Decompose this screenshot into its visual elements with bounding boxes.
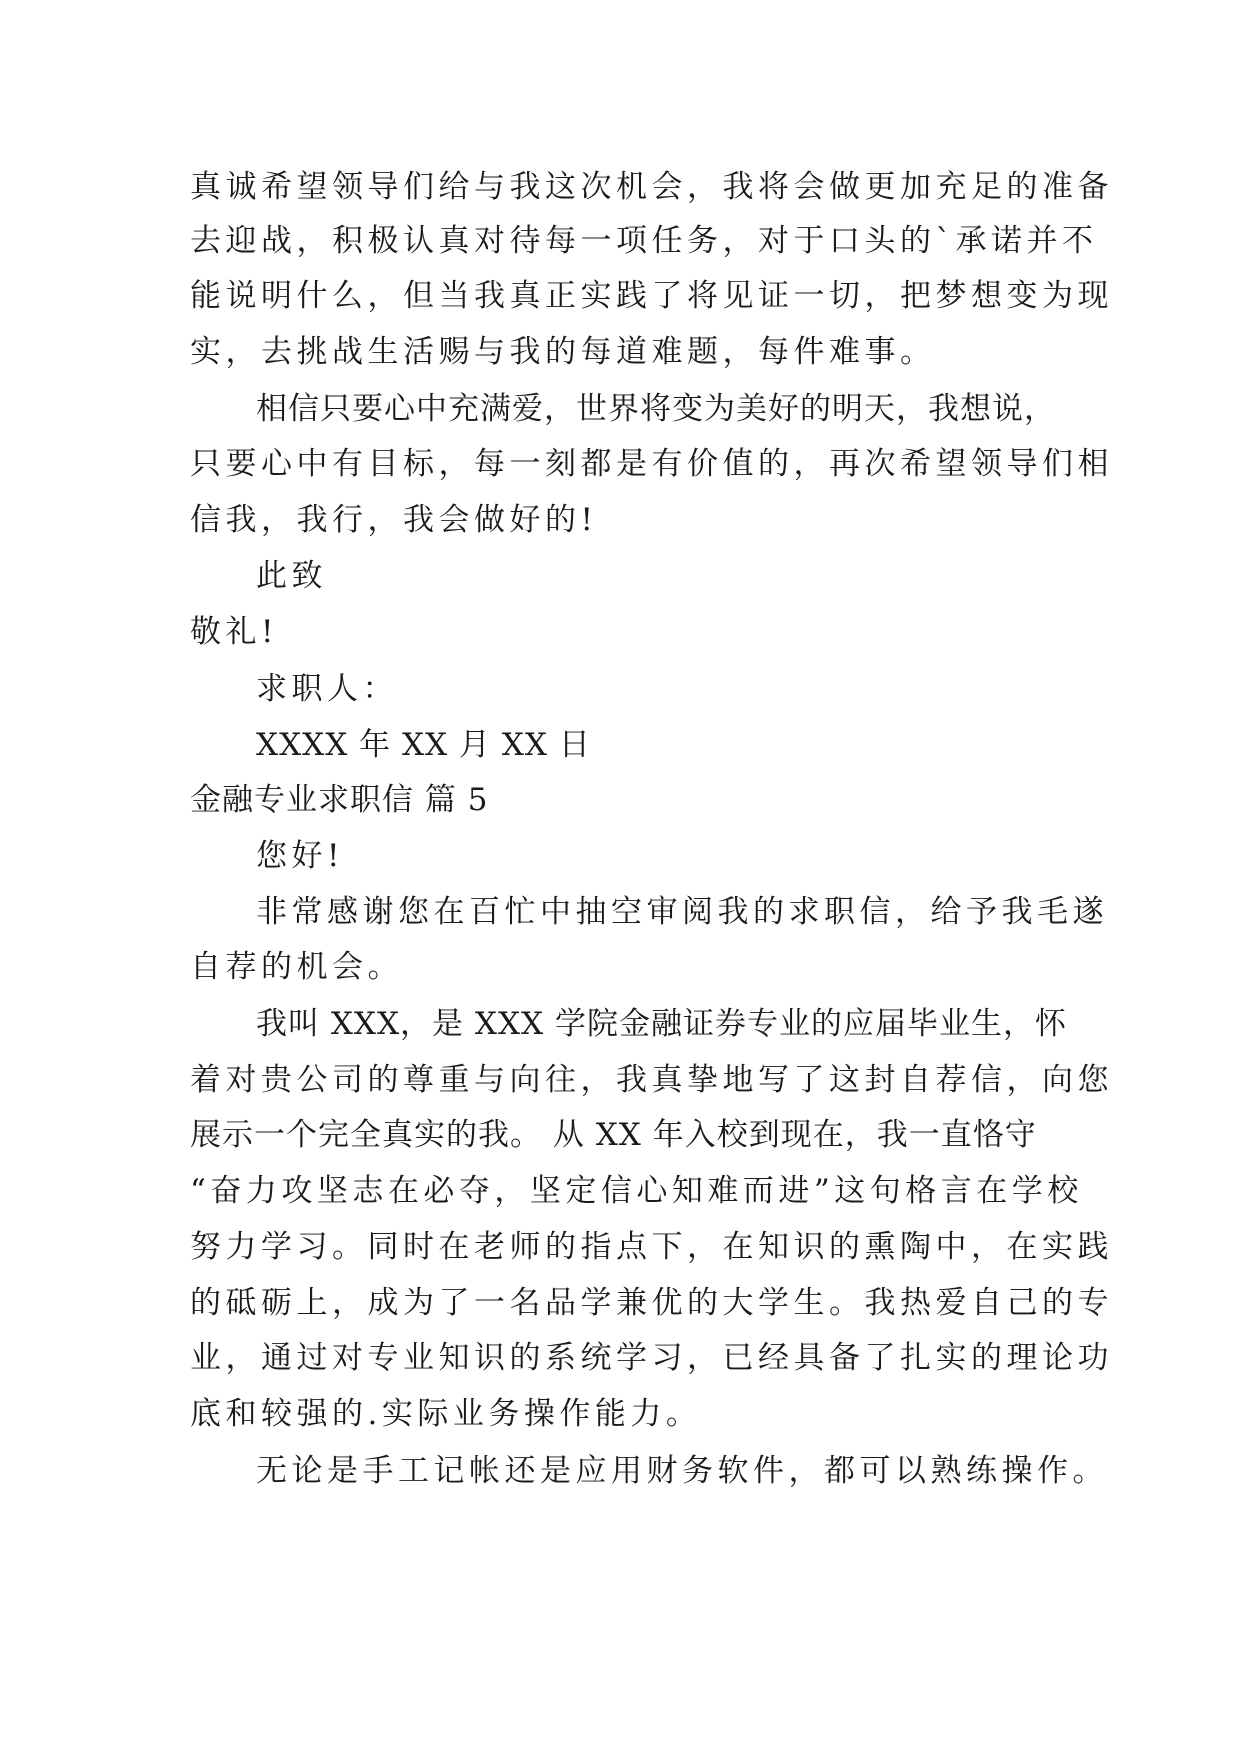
text-line: “奋力攻坚志在必夺，坚定信心知难而进”这句格言在学校 [190,1173,1083,1209]
text-line: 相信只要心中充满爱，世界将变为美好的明天，我想说， [256,391,1056,427]
greeting-line: 您好! [256,838,344,874]
text-line: 底和较强的.实际业务操作能力。 [190,1396,702,1432]
text-line: 去迎战，积极认真对待每一项任务，对于口头的`承诺并不 [190,223,1098,259]
text-line: 真诚希望领导们给与我这次机会，我将会做更加充足的准备 [190,169,1113,205]
signature-label: 求职人： [256,671,398,707]
text-line: 实，去挑战生活赐与我的每道难题，每件难事。 [190,334,936,370]
closing-line: 此致 [256,558,327,594]
section-heading: 金融专业求职信 篇 5 [190,782,489,818]
text-line: 自荐的机会。 [190,949,403,985]
text-line: 着对贵公司的尊重与向往，我真挚地写了这封自荐信，向您 [190,1062,1113,1098]
text-line: 展示一个完全真实的我。 从 XX 年入校到现在，我一直恪守 [190,1117,1037,1153]
text-line: 信我，我行，我会做好的! [190,502,598,538]
date-line: XXXX 年 XX 月 XX 日 [256,727,591,763]
text-line: 能说明什么，但当我真正实践了将见证一切，把梦想变为现 [190,278,1113,314]
text-line: 只要心中有目标，每一刻都是有价值的，再次希望领导们相 [190,446,1113,482]
text-line: 业，通过对专业知识的系统学习，已经具备了扎实的理论功 [190,1340,1113,1376]
text-line: 我叫 XXX，是 XXX 学院金融证券专业的应届毕业生，怀 [256,1006,1067,1042]
salutation-line: 敬礼! [190,614,278,650]
text-line: 努力学习。同时在老师的指点下，在知识的熏陶中，在实践 [190,1229,1113,1265]
text-line: 非常感谢您在百忙中抽空审阅我的求职信，给予我毛遂 [256,894,1108,930]
text-line: 无论是手工记帐还是应用财务软件，都可以熟练操作。 [256,1453,1108,1489]
text-line: 的砥砺上，成为了一名品学兼优的大学生。我热爱自己的专 [190,1285,1113,1321]
